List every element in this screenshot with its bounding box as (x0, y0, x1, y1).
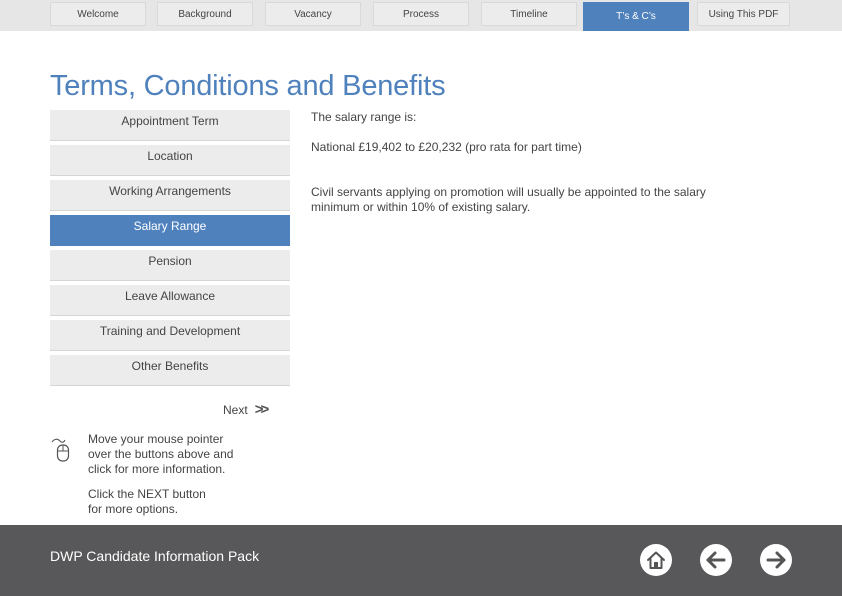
home-icon (640, 544, 672, 576)
menu-item-leave-allowance[interactable]: Leave Allowance (50, 285, 290, 316)
hint-line-2: over the buttons above and (88, 447, 234, 461)
arrow-left-icon (700, 544, 732, 576)
next-label: Next (223, 402, 248, 417)
menu-item-working-arrangements[interactable]: Working Arrangements (50, 180, 290, 211)
tab-terms-conditions[interactable]: T’s & C’s (583, 2, 689, 31)
hint-line-1: Move your mouse pointer (88, 432, 224, 446)
next-button[interactable] (223, 401, 266, 418)
hint-line-4: Click the NEXT button (88, 487, 206, 501)
back-button[interactable] (700, 544, 732, 576)
salary-intro-text: The salary range is: (311, 110, 417, 124)
promotion-text-line-2: minimum or within 10% of existing salary. (311, 200, 531, 214)
hint-line-5: for more options. (88, 502, 179, 516)
salary-range-text: National £19,402 to £20,232 (pro rata for part time) (311, 140, 582, 154)
tab-welcome[interactable]: Welcome (50, 2, 146, 26)
menu-item-appointment-term[interactable]: Appointment Term (50, 110, 290, 141)
tab-process[interactable]: Process (373, 2, 469, 26)
tab-timeline[interactable]: Timeline (481, 2, 577, 26)
tab-background[interactable]: Background (157, 2, 253, 26)
tab-using-this-pdf[interactable]: Using This PDF (697, 2, 790, 26)
double-chevron-right-icon: >> (254, 401, 267, 418)
footer-title: DWP Candidate Information Pack (50, 548, 260, 564)
promotion-text-line-1: Civil servants applying on promotion will usually be appointed to the salary (311, 185, 706, 199)
menu-item-other-benefits[interactable]: Other Benefits (50, 355, 290, 386)
home-button[interactable] (640, 544, 672, 576)
mouse-icon (50, 436, 78, 462)
top-navigation-bar (0, 0, 842, 31)
page-title: Terms, Conditions and Benefits (50, 70, 446, 102)
footer-bar (0, 525, 842, 596)
forward-button[interactable] (760, 544, 792, 576)
menu-item-pension[interactable]: Pension (50, 250, 290, 281)
tab-vacancy[interactable]: Vacancy (265, 2, 361, 26)
hint-line-3: click for more information. (88, 462, 226, 476)
arrow-right-icon (760, 544, 792, 576)
menu-item-location[interactable]: Location (50, 145, 290, 176)
menu-item-training-development[interactable]: Training and Development (50, 320, 290, 351)
menu-item-salary-range[interactable]: Salary Range (50, 215, 290, 246)
